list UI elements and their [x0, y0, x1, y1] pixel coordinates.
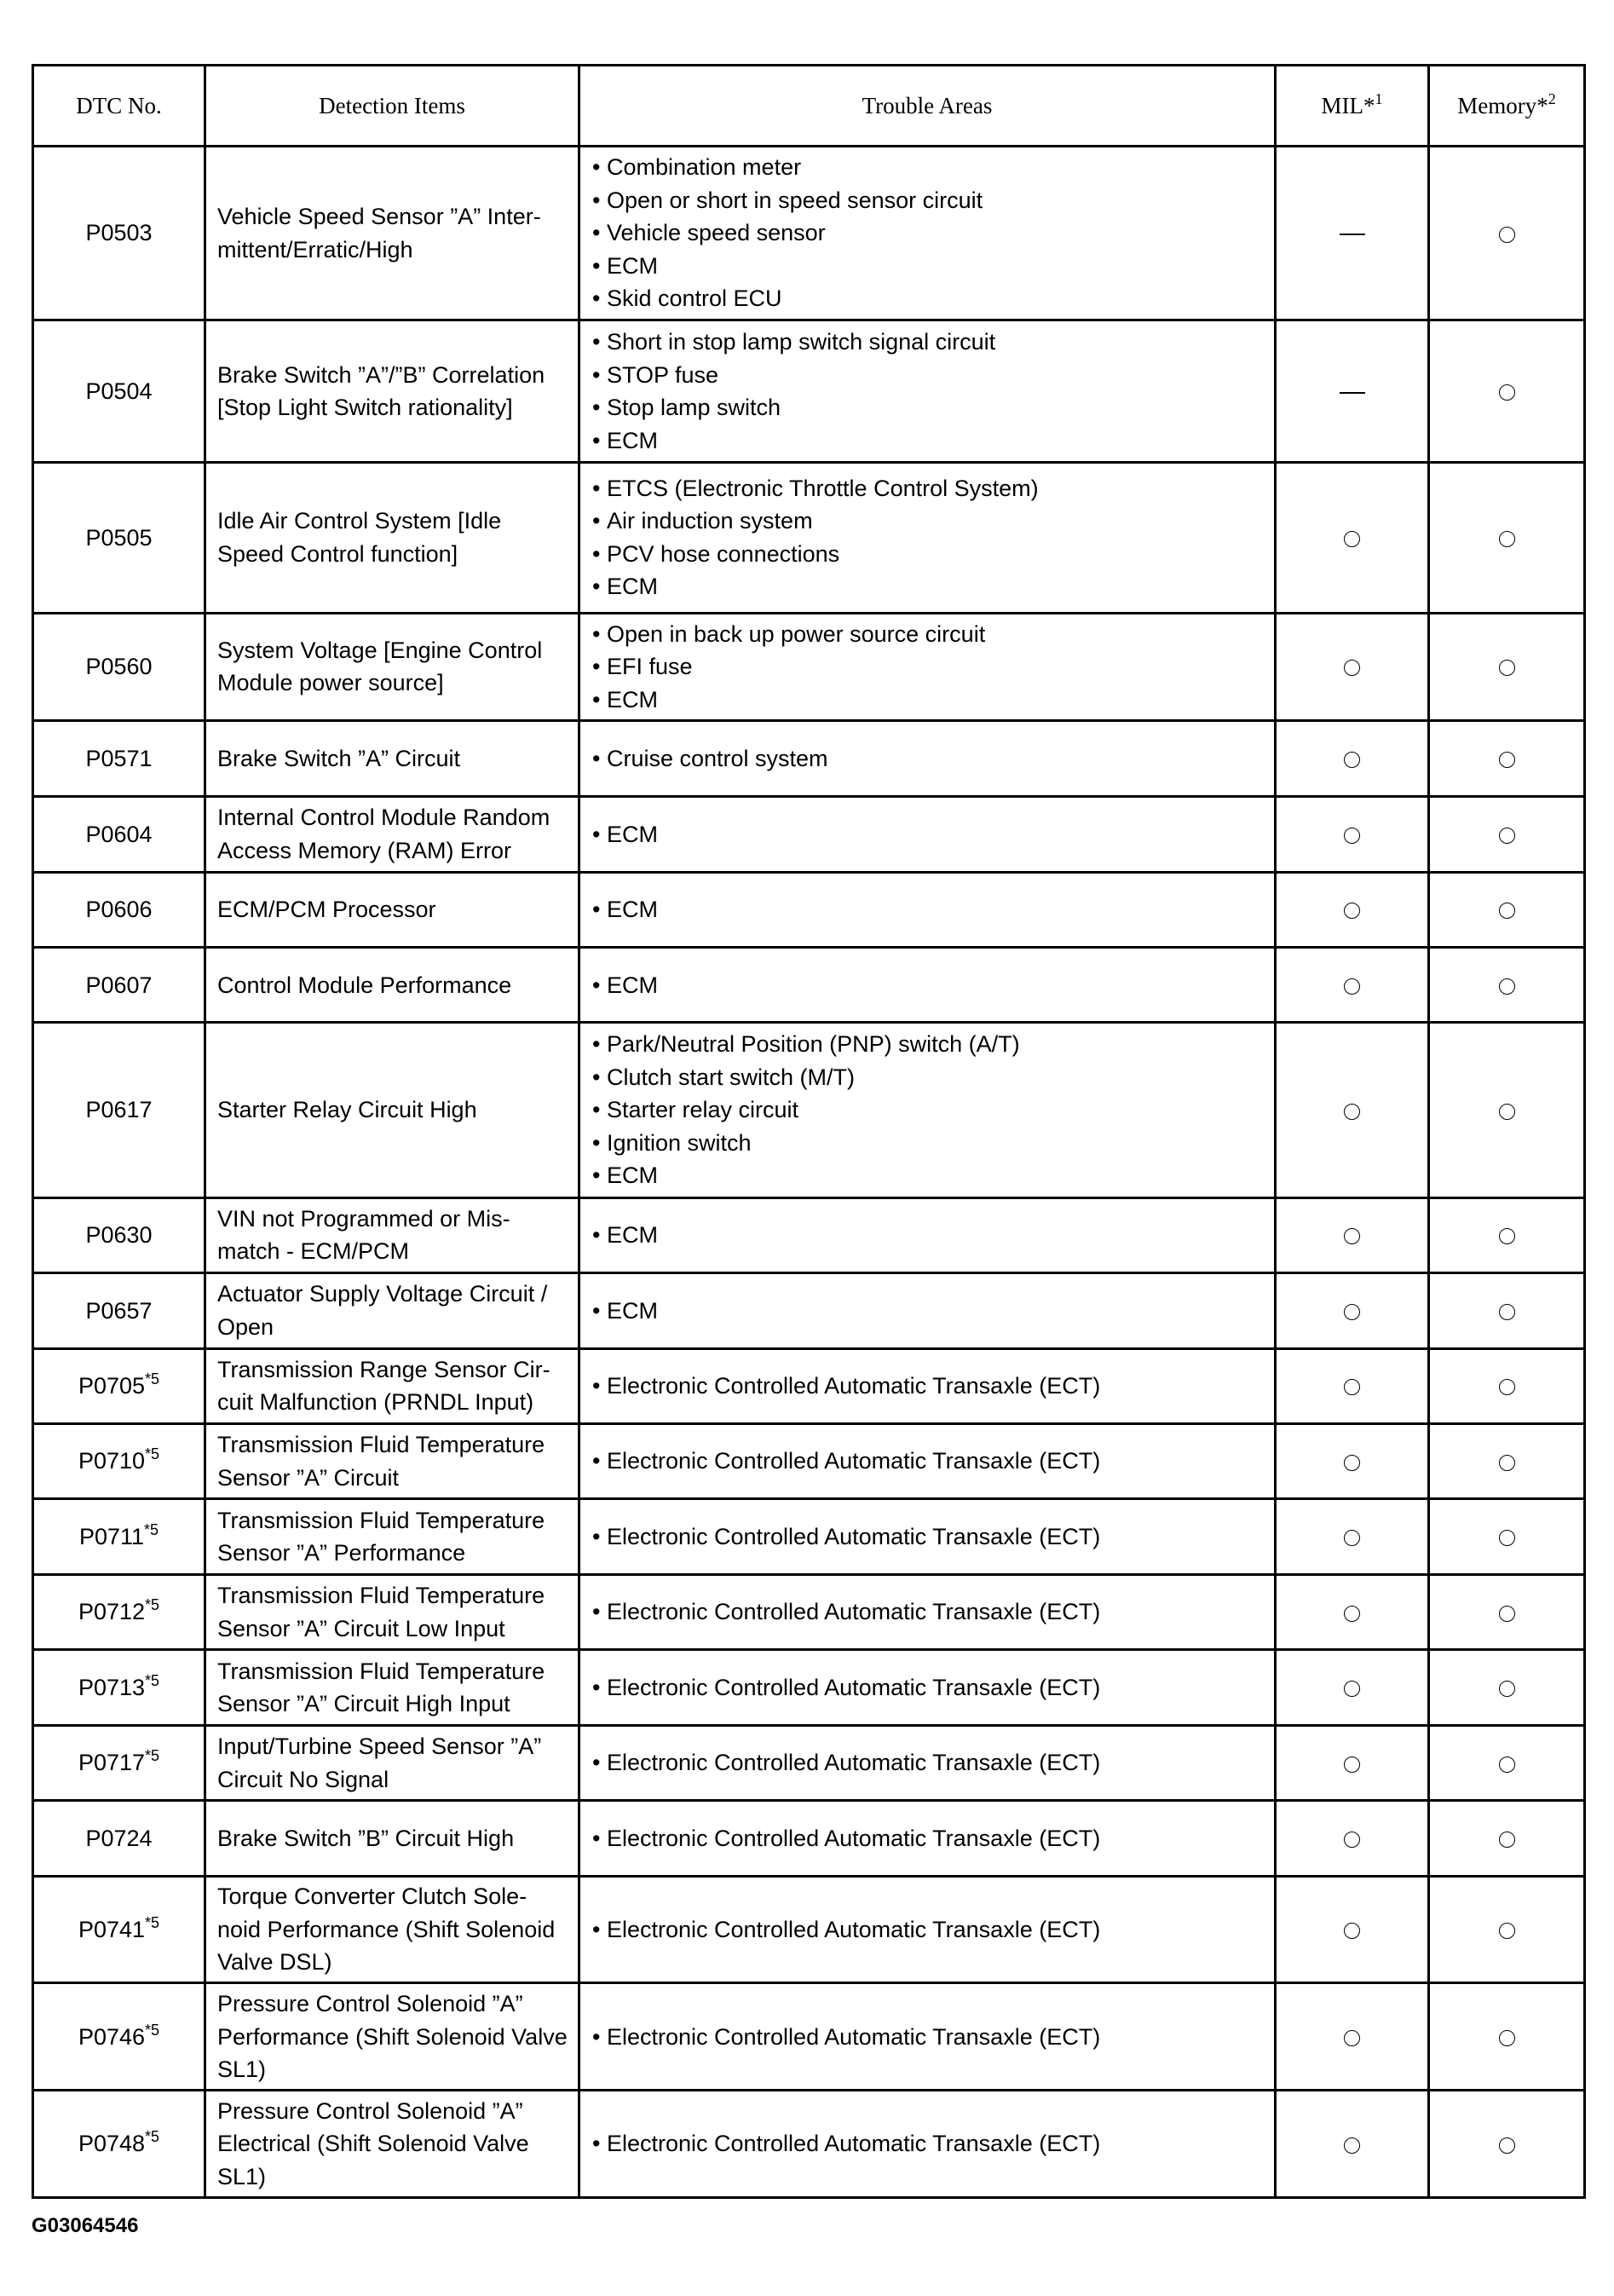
dtc-footnote: *5: [145, 2021, 160, 2039]
dtc-cell: [33, 2091, 205, 2198]
dtc-code: P0711: [78, 1523, 145, 1549]
trouble-areas-cell: [579, 1499, 1276, 1574]
header-dtc-no: DTC No.: [33, 66, 205, 147]
circle-mark-icon: [1344, 2137, 1360, 2154]
circle-mark-icon: [1344, 1455, 1360, 1471]
trouble-areas-list: [592, 1370, 1274, 1403]
trouble-areas-list: [592, 1445, 1274, 1478]
trouble-area-item: • PCV hose connections: [592, 538, 1274, 571]
detection-item-cell: Control Module Performance: [205, 948, 579, 1023]
detection-item-cell: Transmission Fluid Temperature Sensor ”A” Performance: [205, 1499, 579, 1574]
trouble-area-item: • Electronic Controlled Automatic Transaxle (ECT): [592, 1370, 1274, 1403]
detection-item-cell: Transmission Fluid Temperature Sensor ”A” Circuit: [205, 1423, 579, 1498]
circle-mark-icon: [1499, 1379, 1515, 1395]
mil-cell: [1276, 320, 1429, 463]
table-row: [33, 1499, 1585, 1574]
trouble-area-item: • Electronic Controlled Automatic Transaxle (ECT): [592, 1520, 1274, 1554]
circle-mark-icon: [1499, 1228, 1515, 1244]
memory-cell: [1429, 1348, 1585, 1423]
trouble-areas-cell: [579, 147, 1276, 320]
trouble-areas-list: [592, 1595, 1274, 1629]
dtc-code: P0607: [85, 972, 153, 998]
trouble-area-item: • ECM: [592, 893, 1274, 926]
mil-cell: [1276, 1876, 1429, 1983]
trouble-areas-cell: [579, 613, 1276, 720]
dtc-cell: [33, 1801, 205, 1876]
memory-cell: [1429, 1023, 1585, 1197]
table-row: [33, 613, 1585, 720]
trouble-areas-cell: [579, 320, 1276, 463]
trouble-areas-cell: [579, 1650, 1276, 1725]
dtc-code: P0710: [78, 1448, 146, 1474]
trouble-areas-cell: [579, 1725, 1276, 1800]
memory-cell: [1429, 872, 1585, 947]
table-row: [33, 147, 1585, 320]
header-detection-items: Detection Items: [205, 66, 579, 147]
trouble-areas-cell: [579, 1273, 1276, 1348]
circle-mark-icon: [1499, 227, 1515, 243]
dtc-cell: [33, 1725, 205, 1800]
header-memory-label: Memory*: [1457, 92, 1548, 118]
detection-item-cell: Brake Switch ”B” Circuit High: [205, 1801, 579, 1876]
dtc-cell: [33, 948, 205, 1023]
dtc-code: P0606: [85, 897, 153, 923]
circle-mark-icon: [1344, 2030, 1360, 2046]
circle-mark-icon: [1344, 978, 1360, 995]
table-row: [33, 320, 1585, 463]
detection-item-cell: Transmission Fluid Temperature Sensor ”A” Circuit High Input: [205, 1650, 579, 1725]
mil-cell: [1276, 948, 1429, 1023]
detection-item-cell: ECM/PCM Processor: [205, 872, 579, 947]
dtc-footnote: *5: [145, 1445, 160, 1463]
trouble-areas-cell: [579, 1801, 1276, 1876]
trouble-area-item: • EFI fuse: [592, 650, 1274, 684]
table-row: [33, 948, 1585, 1023]
mil-cell: [1276, 1423, 1429, 1498]
circle-mark-icon: [1344, 1379, 1360, 1395]
dtc-footnote: *5: [145, 2128, 160, 2146]
detection-item-cell: Internal Control Module Random Access Memory (RAM) Error: [205, 797, 579, 872]
trouble-area-item: • Electronic Controlled Automatic Transaxle (ECT): [592, 1445, 1274, 1478]
circle-mark-icon: [1344, 903, 1360, 919]
trouble-areas-list: [592, 1028, 1274, 1192]
trouble-areas-list: [592, 1822, 1274, 1855]
memory-cell: [1429, 613, 1585, 720]
trouble-areas-cell: [579, 1423, 1276, 1498]
trouble-area-item: • Electronic Controlled Automatic Transaxle (ECT): [592, 2127, 1274, 2160]
header-trouble-areas: Trouble Areas: [579, 66, 1276, 147]
dtc-footnote: *5: [145, 1913, 160, 1931]
dtc-cell: [33, 462, 205, 613]
dtc-code: P0617: [85, 1097, 153, 1123]
memory-cell: [1429, 1197, 1585, 1272]
trouble-areas-cell: [579, 1574, 1276, 1649]
trouble-area-item: • ECM: [592, 250, 1274, 283]
detection-item-cell: Vehicle Speed Sensor ”A” Inter-mittent/Erratic/High: [205, 147, 579, 320]
dtc-code: P0748: [78, 2131, 146, 2157]
table-row: [33, 1197, 1585, 1272]
mil-cell: [1276, 1197, 1429, 1272]
memory-cell: [1429, 462, 1585, 613]
mil-cell: [1276, 1983, 1429, 2091]
trouble-areas-list: [592, 326, 1274, 457]
dtc-cell: [33, 613, 205, 720]
detection-item-cell: System Voltage [Engine Control Module power source]: [205, 613, 579, 720]
header-row: [33, 66, 1585, 147]
table-row: [33, 1725, 1585, 1800]
trouble-area-item: • Electronic Controlled Automatic Transaxle (ECT): [592, 2021, 1274, 2054]
mil-cell: [1276, 1023, 1429, 1197]
dtc-code: P0741: [78, 1916, 146, 1942]
header-mil-label: MIL*: [1321, 92, 1375, 118]
table-row: [33, 1273, 1585, 1348]
detection-item-cell: Pressure Control Solenoid ”A” Electrical (Shift Solenoid Valve SL1): [205, 2091, 579, 2198]
trouble-areas-cell: [579, 1348, 1276, 1423]
dtc-cell: [33, 720, 205, 796]
table-row: [33, 2091, 1585, 2198]
mil-cell: [1276, 1273, 1429, 1348]
circle-mark-icon: [1344, 828, 1360, 844]
header-mil-footnote: 1: [1375, 89, 1383, 107]
dtc-code: P0503: [85, 220, 153, 246]
dtc-code: P0717: [78, 1750, 146, 1776]
trouble-areas-cell: [579, 1876, 1276, 1983]
detection-item-cell: Starter Relay Circuit High: [205, 1023, 579, 1197]
trouble-area-item: • Park/Neutral Position (PNP) switch (A/T): [592, 1028, 1274, 1061]
dtc-code: P0571: [85, 745, 153, 771]
circle-mark-icon: [1344, 660, 1360, 676]
dtc-cell: [33, 147, 205, 320]
mil-cell: [1276, 872, 1429, 947]
table-row: [33, 720, 1585, 796]
table-row: [33, 1650, 1585, 1725]
circle-mark-icon: [1499, 828, 1515, 844]
circle-mark-icon: [1344, 1923, 1360, 1939]
dtc-cell: [33, 1273, 205, 1348]
mil-cell: [1276, 1574, 1429, 1649]
circle-mark-icon: [1344, 1757, 1360, 1773]
trouble-areas-list: [592, 2021, 1274, 2054]
trouble-areas-list: [592, 969, 1274, 1002]
trouble-area-item: • Combination meter: [592, 151, 1274, 184]
circle-mark-icon: [1344, 752, 1360, 768]
dtc-code: P0630: [85, 1222, 153, 1249]
dtc-code: P0560: [85, 654, 153, 680]
memory-cell: [1429, 720, 1585, 796]
dtc-code: P0705: [78, 1373, 146, 1399]
circle-mark-icon: [1499, 660, 1515, 676]
trouble-area-item: • Electronic Controlled Automatic Transaxle (ECT): [592, 1595, 1274, 1629]
circle-mark-icon: [1499, 1923, 1515, 1939]
dtc-code: P0724: [85, 1825, 153, 1851]
trouble-areas-list: [592, 1219, 1274, 1252]
trouble-area-item: • Air induction system: [592, 505, 1274, 538]
header-mil: [1276, 66, 1429, 147]
trouble-areas-list: [592, 2127, 1274, 2160]
trouble-area-item: • ECM: [592, 818, 1274, 851]
trouble-area-item: • Open or short in speed sensor circuit: [592, 184, 1274, 217]
circle-mark-icon: [1499, 1757, 1515, 1773]
dtc-footnote: *5: [145, 1747, 160, 1765]
trouble-area-item: • Cruise control system: [592, 742, 1274, 776]
memory-cell: [1429, 147, 1585, 320]
memory-cell: [1429, 1983, 1585, 2091]
table-row: [33, 1801, 1585, 1876]
dtc-footnote: *5: [144, 1520, 159, 1538]
detection-item-cell: VIN not Programmed or Mis-match - ECM/PCM: [205, 1197, 579, 1272]
dtc-footnote: *5: [145, 1596, 160, 1614]
circle-mark-icon: [1344, 1104, 1360, 1120]
mil-cell: [1276, 2091, 1429, 2198]
dtc-code: P0713: [78, 1674, 146, 1700]
mil-cell: [1276, 462, 1429, 613]
trouble-areas-list: [592, 818, 1274, 851]
memory-cell: [1429, 1423, 1585, 1498]
circle-mark-icon: [1499, 1104, 1515, 1120]
figure-id: G03064546: [32, 2214, 139, 2237]
circle-mark-icon: [1499, 2137, 1515, 2154]
trouble-area-item: • ETCS (Electronic Throttle Control System): [592, 472, 1274, 505]
mil-cell: [1276, 1499, 1429, 1574]
circle-mark-icon: [1499, 752, 1515, 768]
trouble-area-item: • ECM: [592, 1219, 1274, 1252]
trouble-area-item: • ECM: [592, 684, 1274, 717]
dtc-code: P0604: [85, 821, 153, 847]
detection-item-cell: Input/Turbine Speed Sensor ”A” Circuit No Signal: [205, 1725, 579, 1800]
dtc-code: P0504: [85, 378, 153, 404]
trouble-area-item: • Skid control ECU: [592, 282, 1274, 315]
trouble-area-item: • Electronic Controlled Automatic Transaxle (ECT): [592, 1913, 1274, 1947]
trouble-areas-list: [592, 1746, 1274, 1780]
dtc-cell: [33, 320, 205, 463]
detection-item-cell: Brake Switch ”A” Circuit: [205, 720, 579, 796]
trouble-areas-cell: [579, 797, 1276, 872]
trouble-areas-list: [592, 472, 1274, 603]
table-row: [33, 1348, 1585, 1423]
dtc-cell: [33, 872, 205, 947]
mil-cell: [1276, 1650, 1429, 1725]
dtc-cell: [33, 1876, 205, 1983]
dtc-cell: [33, 1983, 205, 2091]
dtc-cell: [33, 1423, 205, 1498]
trouble-areas-cell: [579, 1023, 1276, 1197]
circle-mark-icon: [1499, 1606, 1515, 1622]
memory-cell: [1429, 2091, 1585, 2198]
table-row: [33, 462, 1585, 613]
trouble-areas-list: [592, 893, 1274, 926]
trouble-areas-cell: [579, 872, 1276, 947]
circle-mark-icon: [1499, 384, 1515, 401]
detection-item-cell: Brake Switch ”A”/”B” Correlation [Stop Light Switch rationality]: [205, 320, 579, 463]
mil-cell: [1276, 147, 1429, 320]
memory-cell: [1429, 1801, 1585, 1876]
memory-cell: [1429, 797, 1585, 872]
trouble-areas-list: [592, 151, 1274, 315]
memory-cell: [1429, 1725, 1585, 1800]
circle-mark-icon: [1499, 1530, 1515, 1546]
trouble-areas-cell: [579, 948, 1276, 1023]
circle-mark-icon: [1344, 1832, 1360, 1848]
trouble-area-item: • ECM: [592, 570, 1274, 603]
dtc-code: P0505: [85, 524, 153, 551]
trouble-area-item: • Electronic Controlled Automatic Transaxle (ECT): [592, 1822, 1274, 1855]
dtc-code: P0712: [78, 1599, 146, 1625]
trouble-area-item: • Open in back up power source circuit: [592, 618, 1274, 651]
trouble-areas-list: [592, 742, 1274, 776]
header-memory-footnote: 2: [1548, 89, 1556, 107]
table-row: [33, 872, 1585, 947]
dtc-cell: [33, 797, 205, 872]
mil-cell: [1276, 1348, 1429, 1423]
trouble-areas-list: [592, 618, 1274, 717]
detection-item-cell: Torque Converter Clutch Sole-noid Performance (Shift Solenoid Valve DSL): [205, 1876, 579, 1983]
circle-mark-icon: [1344, 531, 1360, 547]
mil-cell: [1276, 720, 1429, 796]
trouble-areas-cell: [579, 2091, 1276, 2198]
trouble-area-item: • Stop lamp switch: [592, 391, 1274, 424]
memory-cell: [1429, 320, 1585, 463]
circle-mark-icon: [1344, 1681, 1360, 1697]
memory-cell: [1429, 1650, 1585, 1725]
detection-item-cell: Actuator Supply Voltage Circuit / Open: [205, 1273, 579, 1348]
mil-cell: [1276, 613, 1429, 720]
memory-cell: [1429, 1273, 1585, 1348]
dtc-cell: [33, 1499, 205, 1574]
detection-item-cell: Pressure Control Solenoid ”A” Performance (Shift Solenoid Valve SL1): [205, 1983, 579, 2091]
header-memory: [1429, 66, 1585, 147]
trouble-area-item: • Electronic Controlled Automatic Transaxle (ECT): [592, 1746, 1274, 1780]
dtc-footnote: *5: [145, 1370, 160, 1387]
table-row: [33, 1574, 1585, 1649]
detection-item-cell: Transmission Range Sensor Cir-cuit Malfunction (PRNDL Input): [205, 1348, 579, 1423]
trouble-areas-cell: [579, 462, 1276, 613]
trouble-area-item: • Clutch start switch (M/T): [592, 1061, 1274, 1094]
memory-cell: [1429, 948, 1585, 1023]
circle-mark-icon: [1499, 2030, 1515, 2046]
dtc-code: P0746: [78, 2023, 146, 2050]
circle-mark-icon: [1499, 903, 1515, 919]
dtc-footnote: *5: [145, 1671, 160, 1689]
trouble-areas-cell: [579, 1197, 1276, 1272]
memory-cell: [1429, 1499, 1585, 1574]
trouble-area-item: • Short in stop lamp switch signal circuit: [592, 326, 1274, 359]
memory-cell: [1429, 1876, 1585, 1983]
table-body: [33, 147, 1585, 2198]
table-row: [33, 797, 1585, 872]
dtc-cell: [33, 1650, 205, 1725]
mil-cell: [1276, 1801, 1429, 1876]
trouble-areas-list: [592, 1295, 1274, 1328]
dash-mark-icon: [1340, 234, 1365, 235]
mil-cell: [1276, 797, 1429, 872]
circle-mark-icon: [1499, 1304, 1515, 1320]
detection-item-cell: Idle Air Control System [Idle Speed Control function]: [205, 462, 579, 613]
circle-mark-icon: [1499, 1681, 1515, 1697]
dtc-cell: [33, 1197, 205, 1272]
table-row: [33, 1023, 1585, 1197]
table-row: [33, 1983, 1585, 2091]
trouble-areas-cell: [579, 1983, 1276, 2091]
circle-mark-icon: [1344, 1304, 1360, 1320]
mil-cell: [1276, 1725, 1429, 1800]
circle-mark-icon: [1499, 1455, 1515, 1471]
trouble-areas-list: [592, 1671, 1274, 1705]
trouble-area-item: • STOP fuse: [592, 359, 1274, 392]
dash-mark-icon: [1340, 392, 1365, 394]
trouble-area-item: • Vehicle speed sensor: [592, 216, 1274, 250]
circle-mark-icon: [1344, 1228, 1360, 1244]
circle-mark-icon: [1344, 1530, 1360, 1546]
circle-mark-icon: [1499, 531, 1515, 547]
trouble-areas-list: [592, 1520, 1274, 1554]
dtc-cell: [33, 1348, 205, 1423]
circle-mark-icon: [1499, 1832, 1515, 1848]
trouble-areas-list: [592, 1913, 1274, 1947]
dtc-cell: [33, 1574, 205, 1649]
detection-item-cell: Transmission Fluid Temperature Sensor ”A” Circuit Low Input: [205, 1574, 579, 1649]
trouble-area-item: • ECM: [592, 969, 1274, 1002]
trouble-area-item: • ECM: [592, 1295, 1274, 1328]
dtc-code: P0657: [85, 1297, 153, 1324]
memory-cell: [1429, 1574, 1585, 1649]
dtc-cell: [33, 1023, 205, 1197]
trouble-area-item: • ECM: [592, 1159, 1274, 1192]
table-row: [33, 1876, 1585, 1983]
table-row: [33, 1423, 1585, 1498]
trouble-area-item: • Starter relay circuit: [592, 1093, 1274, 1127]
trouble-area-item: • Electronic Controlled Automatic Transaxle (ECT): [592, 1671, 1274, 1705]
circle-mark-icon: [1499, 978, 1515, 995]
trouble-area-item: • Ignition switch: [592, 1127, 1274, 1160]
dtc-table: [32, 64, 1586, 2199]
circle-mark-icon: [1344, 1606, 1360, 1622]
trouble-areas-cell: [579, 720, 1276, 796]
trouble-area-item: • ECM: [592, 424, 1274, 458]
